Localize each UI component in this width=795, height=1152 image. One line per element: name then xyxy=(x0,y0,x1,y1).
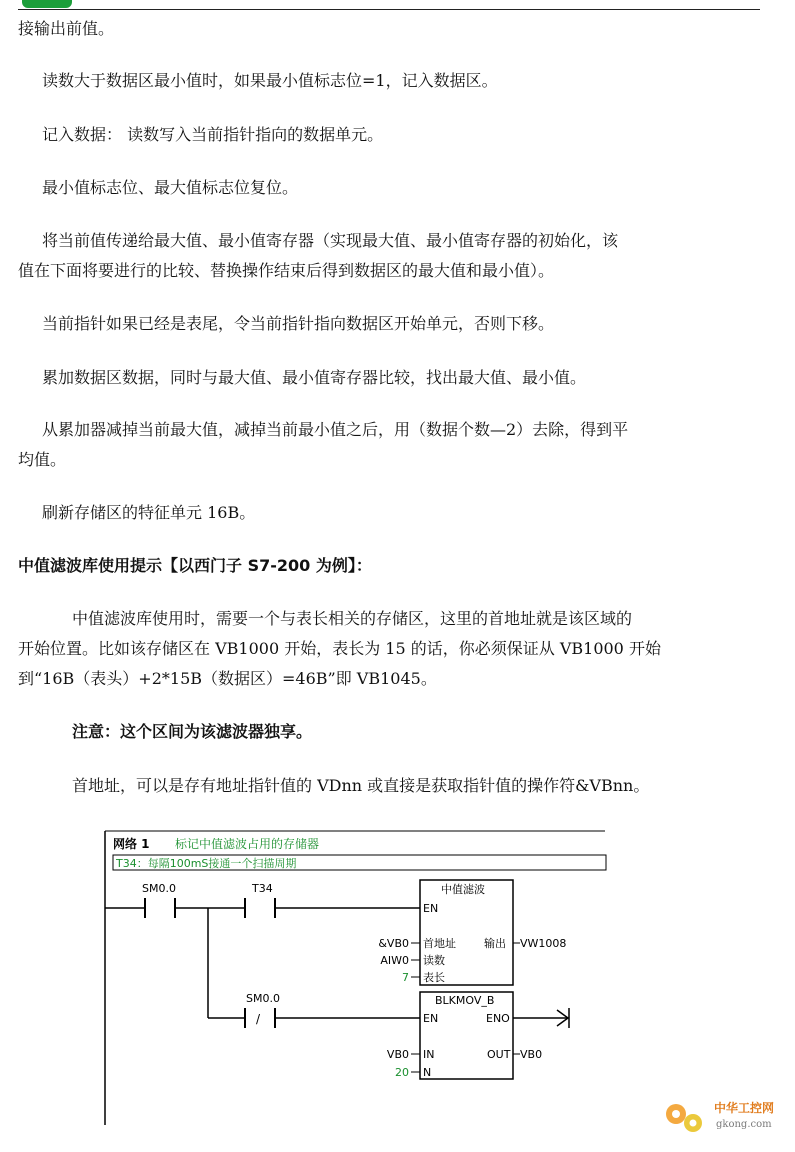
watermark-cn: 中华工控网 xyxy=(714,1101,775,1115)
watermark-url: gkong.com xyxy=(716,1119,772,1130)
blkmov-en: EN xyxy=(423,1012,439,1025)
paragraph-8: 刷新存储区的特征单元 16B。 xyxy=(42,503,256,522)
body-paragraph-1c: 到“16B（表头）+2*15B（数据区）=46B”即 VB1045。 xyxy=(18,669,437,688)
median-filter-out1: 输出 xyxy=(484,937,506,950)
median-filter-en: EN xyxy=(423,902,439,915)
blkmov-out: OUT xyxy=(487,1048,511,1061)
contact-t34-label: T34 xyxy=(252,882,273,895)
blkmov-in: IN xyxy=(423,1048,435,1061)
median-filter-title: 中值滤波 xyxy=(441,883,485,896)
contact-nc-label: SM0.0 xyxy=(246,992,280,1005)
gear-icon xyxy=(666,1104,702,1132)
body-paragraph-1a: 中值滤波库使用时，需要一个与表长相关的存储区，这里的首地址就是该区域的 xyxy=(72,609,633,628)
gkong-watermark xyxy=(660,1090,790,1140)
median-filter-in1: 首地址 xyxy=(423,937,456,950)
paragraph-5: 当前指针如果已经是表尾，令当前指针指向数据区开始单元，否则下移。 xyxy=(42,314,555,333)
blkmov-n: N xyxy=(423,1066,432,1079)
blkmov-out-value: VB0 xyxy=(520,1048,543,1061)
blkmov-n-value: 20 xyxy=(395,1066,409,1079)
median-filter-in3-value: 7 xyxy=(402,971,409,984)
paragraph-3: 最小值标志位、最大值标志位复位。 xyxy=(42,178,299,197)
median-filter-in2: 读数 xyxy=(423,954,445,967)
median-filter-in3: 表长 xyxy=(423,971,445,984)
section-heading: 中值滤波库使用提示【以西门子 S7-200 为例】： xyxy=(18,556,372,575)
paragraph-6: 累加数据区数据，同时与最大值、最小值寄存器比较，找出最大值、最小值。 xyxy=(42,368,587,387)
body-paragraph-2: 首地址，可以是存有地址指针值的 VDnn 或直接是获取指针值的操作符&VBnn。 xyxy=(72,776,650,795)
blkmov-eno: ENO xyxy=(486,1012,510,1025)
paragraph-1: 读数大于数据区最小值时，如果最小值标志位=1，记入数据区。 xyxy=(42,71,498,90)
contact-sm00-label: SM0.0 xyxy=(142,882,176,895)
note-text: 注意：这个区间为该滤波器独享。 xyxy=(72,722,313,741)
paragraph-7a: 从累加器减掉当前最大值，减掉当前最小值之后，用（数据个数—2）去除，得到平 xyxy=(42,420,629,439)
paragraph-4b: 值在下面将要进行的比较、替换操作结束后得到数据区的最大值和最小值）。 xyxy=(18,261,555,280)
median-filter-out1-value: VW1008 xyxy=(520,937,567,950)
body-paragraph-1b: 开始位置。比如该存储区在 VB1000 开始，表长为 15 的话，你必须保证从 VB1000 开始 xyxy=(18,639,661,658)
median-filter-in1-value: &VB0 xyxy=(378,937,409,950)
paragraph-4a: 将当前值传递给最大值、最小值寄存器（实现最大值、最小值寄存器的初始化，该 xyxy=(42,231,619,250)
contact-nc-symbol: / xyxy=(256,1012,261,1026)
paragraph-2: 记入数据： 读数写入当前指针指向的数据单元。 xyxy=(42,125,384,144)
network-label: 网络 1 xyxy=(113,837,150,851)
paragraph-0: 接输出前值。 xyxy=(18,19,115,38)
blkmov-in-value: VB0 xyxy=(386,1048,409,1061)
paragraph-7b: 均值。 xyxy=(18,450,67,469)
network-comment: T34：每隔100mS接通一个扫描周期 xyxy=(116,857,297,870)
median-filter-in2-value: AIW0 xyxy=(380,954,409,967)
network-title: 标记中值滤波占用的存储器 xyxy=(175,837,320,851)
blkmov-title: BLKMOV_B xyxy=(435,994,495,1007)
